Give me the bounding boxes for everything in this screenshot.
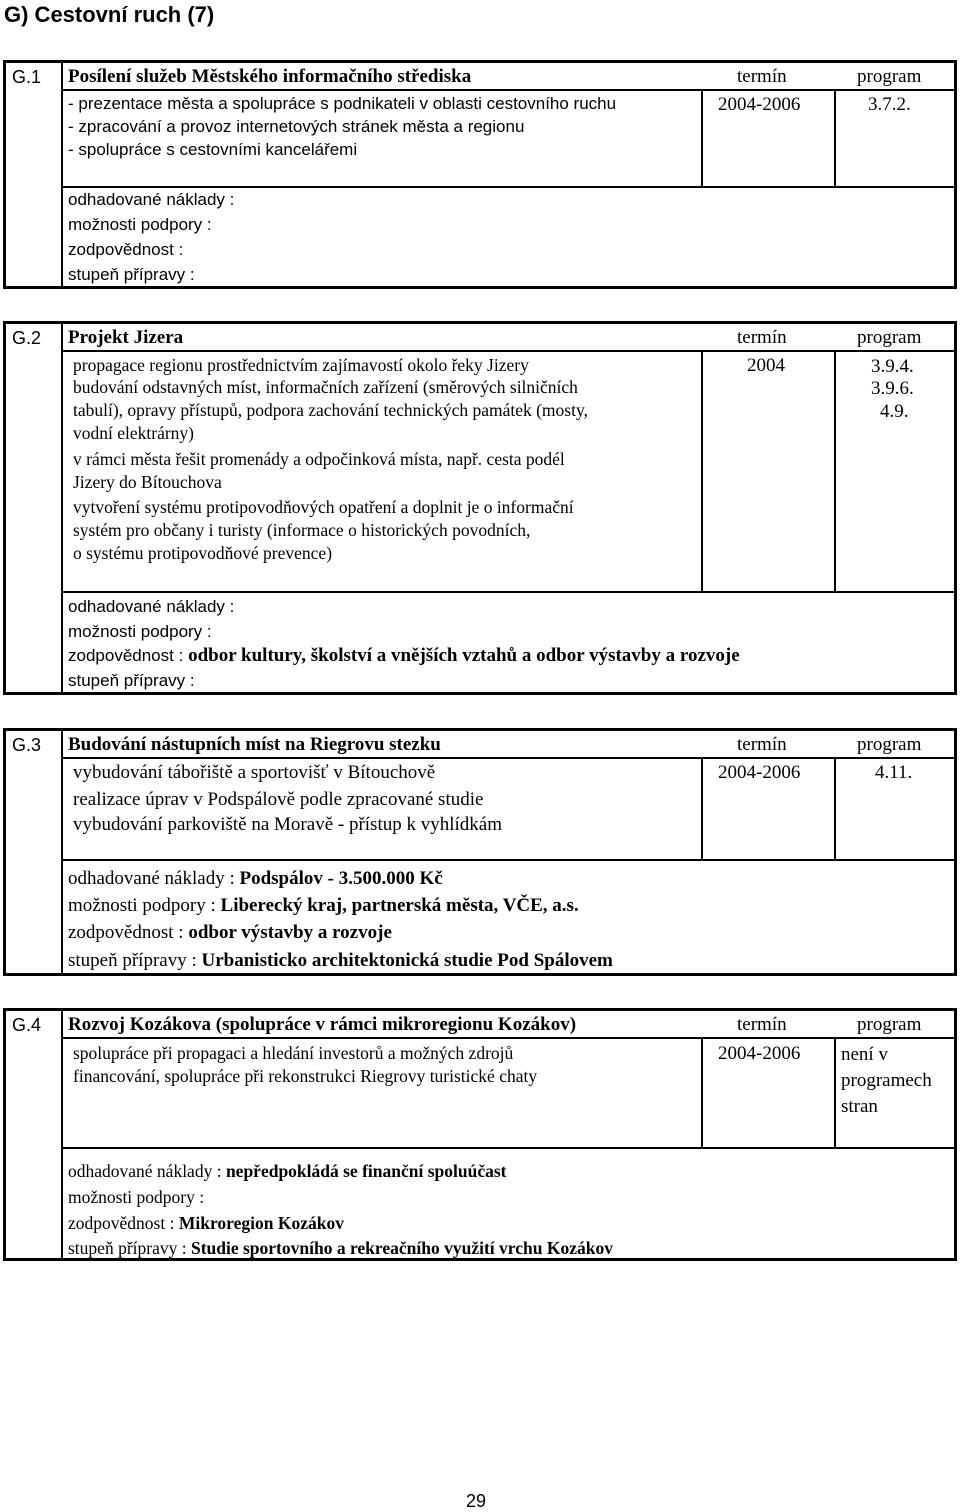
priprava-label: stupeň přípravy : (68, 671, 195, 690)
termin-divider (701, 350, 703, 591)
activity-line: vodní elektrárny) (73, 423, 194, 443)
activity-line: vytvoření systému protipovodňových opatření a doplnit je o informační (73, 497, 574, 517)
naklady-value: nepředpokládá se finanční spoluúčast (225, 1161, 507, 1181)
detail-divider (63, 859, 954, 861)
program-divider (834, 89, 836, 186)
priprava-row (68, 949, 613, 973)
page-number: 29 (466, 1491, 487, 1511)
code-column (6, 731, 63, 973)
section-heading: G) Cestovní ruch (7) (4, 2, 215, 27)
zodpovednost-value: Mikroregion Kozákov (178, 1213, 344, 1233)
naklady-row (68, 867, 443, 891)
naklady-value: Podspálov - 3.500.000 Kč (239, 868, 443, 889)
project-code: G.3 (12, 735, 42, 755)
termin-header: termín (737, 734, 787, 755)
activity-line: o systému protipovodňové prevence) (73, 543, 333, 563)
activity-line: - zpracování a provoz internetových stránek města a regionu (68, 117, 525, 136)
project-title: Budování nástupních míst na Riegrovu stezku (68, 734, 441, 755)
zodpovednost-value: odbor kultury, školství a vnějších vztahů a odbor výstavby a rozvoje (188, 645, 740, 666)
project-code: G.1 (12, 67, 42, 87)
program-divider (834, 757, 836, 859)
priprava-value: Urbanisticko architektonická studie Pod Spálovem (201, 950, 613, 971)
code-column (6, 63, 63, 286)
zodpovednost-label: zodpovědnost : (68, 922, 184, 943)
termin-header: termín (737, 327, 787, 348)
termin-header: termín (737, 1014, 787, 1035)
termin-header: termín (737, 66, 787, 87)
activity-line: spolupráce při propagaci a hledání investorů a možných zdrojů (73, 1043, 514, 1063)
zodpovednost-value: odbor výstavby a rozvoje (188, 922, 392, 943)
activity-line: realizace úprav v Podspálově podle zpracované studie (73, 789, 484, 810)
zodpovednost-label: zodpovědnost : (68, 240, 184, 259)
podpora-row (68, 894, 579, 918)
program-header: program (857, 1014, 922, 1035)
zodpovednost-row (68, 1212, 344, 1235)
program-value: 3.7.2. (868, 94, 911, 115)
project-g3 (3, 728, 957, 976)
program-header: program (857, 734, 922, 755)
priprava-label: stupeň přípravy : (68, 1238, 187, 1258)
program-value: 3.9.6. (871, 378, 914, 399)
header-divider (63, 350, 954, 352)
activity-line: tabulí), opravy přístupů, podpora zachování technických památek (mosty, (73, 400, 588, 420)
activity-line: vybudování tábořiště a sportovišť v Bítouchově (73, 762, 436, 783)
program-value: programech (841, 1070, 932, 1091)
naklady-row (68, 1160, 507, 1183)
project-g4 (3, 1008, 957, 1261)
termin-value: 2004-2006 (718, 762, 801, 783)
zodpovednost-row (68, 921, 392, 945)
naklady-label: odhadované náklady : (68, 190, 235, 209)
project-title: Rozvoj Kozákova (spolupráce v rámci mikroregionu Kozákov) (68, 1014, 577, 1035)
project-title: Projekt Jizera (68, 327, 184, 348)
program-divider (834, 1037, 836, 1147)
code-column (6, 324, 63, 692)
program-header: program (857, 327, 922, 348)
header-divider (63, 89, 954, 91)
program-value: není v (841, 1044, 888, 1065)
program-divider (834, 350, 836, 591)
detail-divider (63, 591, 954, 593)
termin-divider (701, 1037, 703, 1147)
priprava-value: Studie sportovního a rekreačního využití vrchu Kozákov (190, 1238, 613, 1258)
activity-line: budování odstavných míst, informačních zařízení (směrových silničních (73, 377, 578, 397)
project-g1 (3, 60, 957, 289)
podpora-label: možnosti podpory : (68, 1187, 205, 1207)
priprava-label: stupeň přípravy : (68, 265, 195, 284)
naklady-label: odhadované náklady : (68, 868, 235, 889)
termin-value: 2004-2006 (718, 1043, 801, 1064)
naklady-label: odhadované náklady : (68, 597, 235, 616)
naklady-label: odhadované náklady : (68, 1161, 222, 1181)
termin-divider (701, 89, 703, 186)
header-divider (63, 1037, 954, 1039)
activity-line: systém pro občany i turisty (informace o historických povodních, (73, 520, 531, 540)
priprava-row (68, 1237, 613, 1260)
program-value: 4.9. (880, 401, 909, 422)
termin-value: 2004-2006 (718, 94, 801, 115)
program-value: 3.9.4. (871, 356, 914, 377)
activity-line: vybudování parkoviště na Moravě - přístup k vyhlídkám (73, 814, 503, 835)
termin-divider (701, 757, 703, 859)
program-value: 4.11. (875, 762, 913, 783)
program-value: stran (841, 1096, 878, 1117)
project-code: G.2 (12, 328, 42, 348)
activity-line: Jizery do Bítouchova (73, 472, 222, 492)
activity-line: v rámci města řešit promenády a odpočinková místa, např. cesta podél (73, 449, 565, 469)
podpora-label: možnosti podpory : (68, 622, 212, 641)
code-column (6, 1011, 63, 1258)
priprava-label: stupeň přípravy : (68, 950, 197, 971)
zodpovednost-label: zodpovědnost : (68, 646, 184, 665)
activity-line: - prezentace města a spolupráce s podnikateli v oblasti cestovního ruchu (68, 94, 617, 113)
program-header: program (857, 66, 922, 87)
project-g2 (3, 321, 957, 695)
activity-line: propagace regionu prostřednictvím zajímavostí okolo řeky Jizery (73, 355, 529, 375)
podpora-label: možnosti podpory : (68, 215, 212, 234)
podpora-label: možnosti podpory : (68, 895, 216, 916)
zodpovednost-row (68, 644, 740, 668)
project-code: G.4 (12, 1015, 42, 1035)
detail-divider (63, 1147, 954, 1149)
activity-line: - spolupráce s cestovními kancelářemi (68, 140, 358, 159)
zodpovednost-label: zodpovědnost : (68, 1213, 175, 1233)
project-title: Posílení služeb Městského informačního střediska (68, 66, 472, 87)
termin-value: 2004 (747, 355, 785, 376)
podpora-value: Liberecký kraj, partnerská města, VČE, a.s. (220, 895, 579, 916)
header-divider (63, 757, 954, 759)
activity-line: financování, spolupráce při rekonstrukci Riegrovy turistické chaty (73, 1066, 538, 1086)
